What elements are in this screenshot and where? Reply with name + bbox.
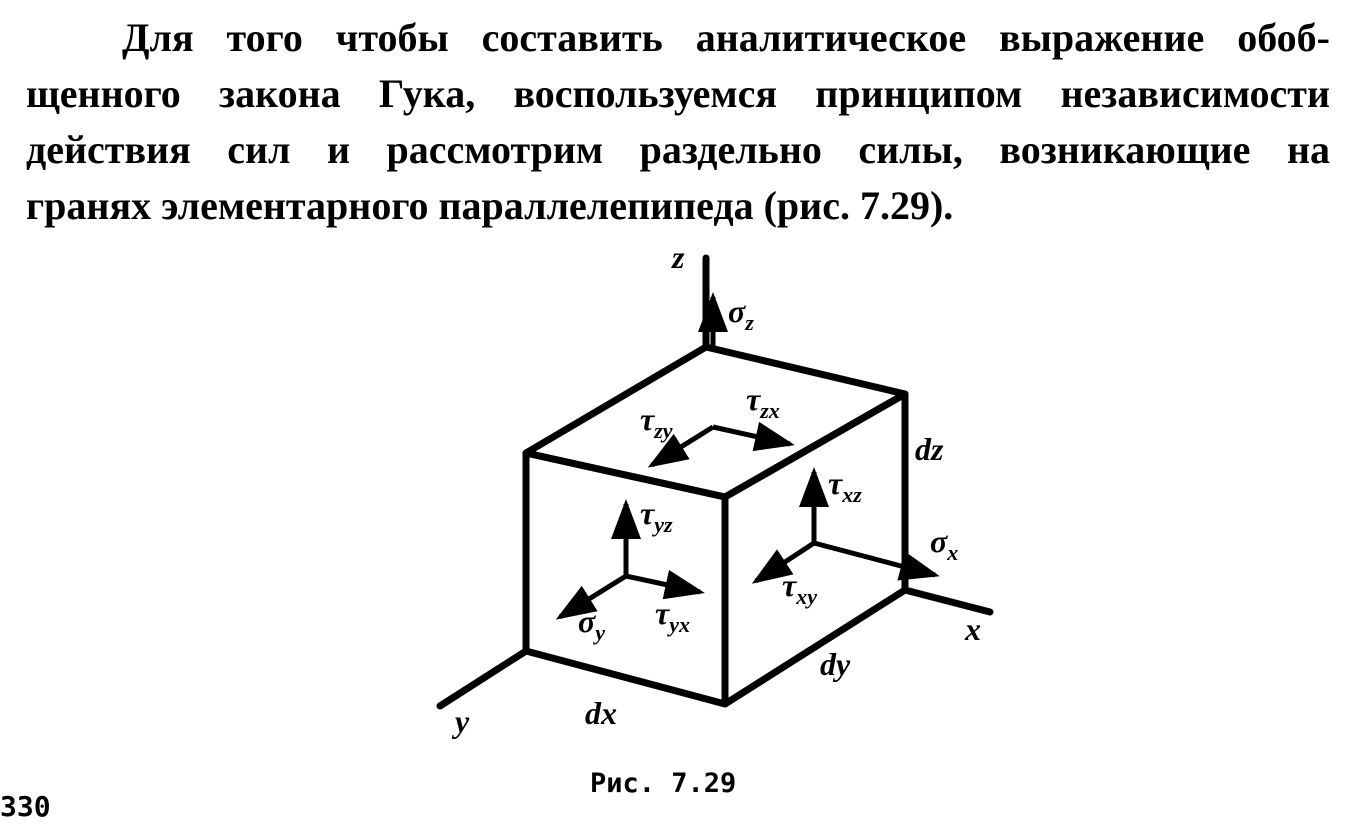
tau-zx-arrow (713, 427, 790, 444)
paragraph-line: Для того чтобы составить аналитическое выражение обоб- (122, 15, 1330, 60)
x-axis-label: x (965, 611, 981, 647)
tau-xy-label: $\tau_{xy}$ (782, 567, 817, 609)
y-axis-label: y (455, 703, 470, 739)
dz-label: dz (915, 431, 944, 467)
sigma-z-label: $\sigma_z$ (728, 293, 754, 335)
tau-xz-label: $\tau_{xz}$ (828, 465, 862, 507)
y-axis (440, 651, 526, 706)
top-face (526, 347, 905, 497)
figure-caption: Рис. 7.29 (590, 768, 737, 799)
right-face (725, 394, 905, 704)
sigma-x-arrow (814, 543, 935, 575)
z-axis-label: z (672, 239, 685, 275)
sigma-x-label: $\sigma_x$ (930, 523, 959, 565)
tau-zx-label: $\tau_{zx}$ (746, 381, 780, 423)
sigma-y-label: $\sigma_y$ (578, 603, 606, 645)
tau-zy-label: $\tau_{zy}$ (640, 401, 673, 443)
tau-yx-label: $\tau_{yx}$ (655, 595, 690, 637)
page-number: 330 (0, 790, 51, 823)
paragraph-line: гранях элементарного параллелепипеда (рис. 7.29). (26, 183, 954, 228)
dx-label: dx (585, 695, 617, 731)
x-axis (905, 590, 990, 612)
tau-yx-arrow (626, 576, 700, 592)
paragraph-line: щенного закона Гука, воспользуемся принципом независимости (26, 71, 1330, 116)
dy-label: dy (820, 646, 851, 682)
stress-vectors (560, 297, 935, 617)
paragraph-line: действия сил и рассмотрим раздельно силы, возникающие на (26, 127, 1330, 172)
tau-yz-label: $\tau_{yz}$ (640, 495, 673, 537)
